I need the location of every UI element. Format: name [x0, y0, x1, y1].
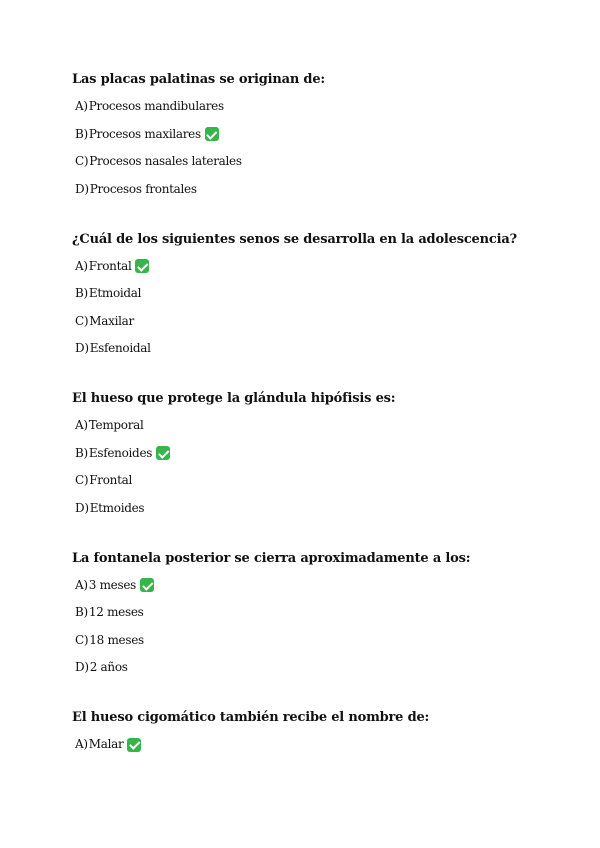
option-text: 12 meses [88, 605, 144, 619]
option-letter: A) [75, 99, 88, 113]
option-text: 3 meses [88, 577, 136, 592]
option-b [72, 125, 560, 144]
option-c [72, 631, 560, 650]
option-text: Malar [88, 737, 124, 751]
option-letter: B) [75, 605, 88, 619]
option-letter: D) [75, 341, 89, 355]
option-letter: D) [75, 660, 89, 674]
option-text: Esfenoidal [89, 341, 151, 355]
option-list [72, 576, 560, 678]
option-a [72, 97, 560, 116]
option-text: Procesos nasales laterales [89, 154, 242, 168]
option-list [72, 735, 560, 754]
question-1 [72, 70, 560, 199]
option-text: Etmoides [89, 500, 145, 515]
option-text: Maxilar [89, 313, 134, 328]
option-text: Frontal [88, 258, 132, 273]
option-letter: B) [75, 286, 88, 300]
option-d [72, 180, 560, 199]
option-letter: D) [75, 181, 89, 196]
check-mark-icon [127, 738, 141, 752]
option-letter: C) [75, 313, 89, 328]
question-text: Las placas palatinas se originan de: [72, 72, 325, 87]
check-mark-icon [205, 127, 219, 141]
option-text: Esfenoides [88, 445, 153, 460]
option-c [72, 312, 560, 331]
option-text: 18 meses [89, 632, 144, 647]
question-text: La fontanela posterior se cierra aproximadamente a los: [72, 550, 471, 566]
option-text: Frontal [89, 473, 132, 487]
option-text: Procesos frontales [89, 181, 197, 196]
option-text: Procesos maxilares [88, 126, 201, 141]
option-text: Temporal [88, 418, 144, 432]
option-text: 2 años [89, 660, 128, 674]
option-b [72, 284, 560, 303]
option-d [72, 499, 560, 518]
option-letter: A) [75, 418, 88, 432]
option-letter: C) [75, 473, 89, 487]
option-c [72, 152, 560, 171]
option-list [72, 416, 560, 518]
question-4 [72, 549, 560, 678]
option-a [72, 416, 560, 435]
question-5 [72, 708, 560, 754]
option-letter: C) [75, 154, 89, 168]
option-b [72, 603, 560, 622]
option-letter: A) [75, 737, 88, 751]
option-list [72, 97, 560, 199]
option-list [72, 257, 560, 359]
question-3 [72, 389, 560, 518]
option-a [72, 735, 560, 754]
check-mark-icon [135, 259, 149, 273]
option-text: Etmoidal [88, 286, 142, 300]
option-c [72, 471, 560, 490]
check-mark-icon [156, 446, 170, 460]
option-letter: C) [75, 632, 89, 647]
question-2 [72, 230, 560, 359]
option-letter: D) [75, 500, 89, 515]
question-text: El hueso que protege la glándula hipófisis es: [72, 391, 396, 406]
option-d [72, 658, 560, 677]
option-a [72, 576, 560, 595]
option-text: Procesos mandibulares [88, 99, 224, 113]
option-letter: B) [75, 445, 88, 460]
option-d [72, 339, 560, 358]
question-text: El hueso cigomático también recibe el nombre de: [72, 710, 430, 725]
option-letter: A) [75, 258, 88, 273]
option-b [72, 444, 560, 463]
check-mark-icon [140, 578, 154, 592]
option-letter: B) [75, 126, 88, 141]
option-letter: A) [75, 577, 88, 592]
question-text: ¿Cuál de los siguientes senos se desarrolla en la adolescencia? [72, 231, 517, 247]
option-a [72, 257, 560, 276]
